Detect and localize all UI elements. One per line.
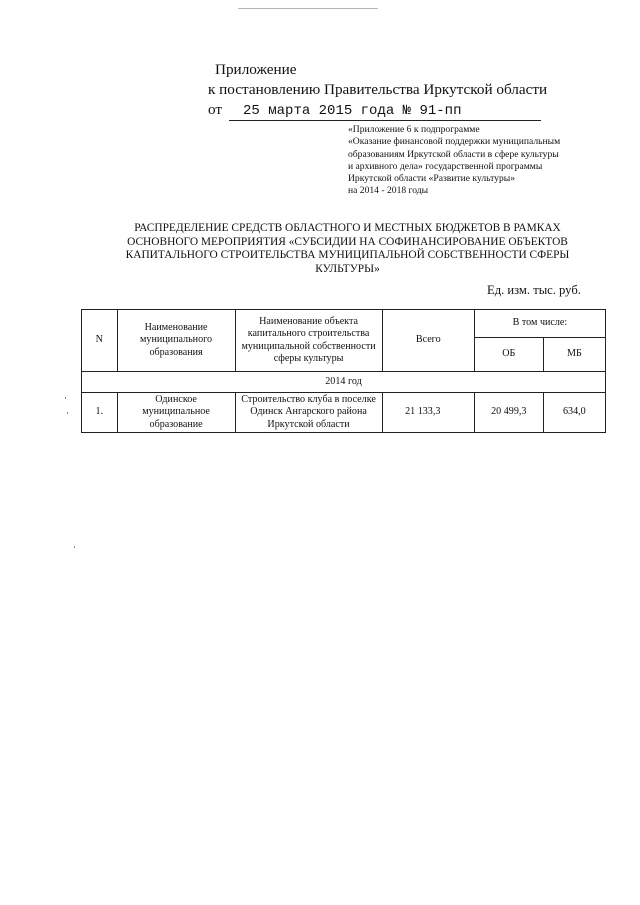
document-header bbox=[208, 60, 547, 121]
scan-speck bbox=[65, 397, 66, 399]
header-object-line: сферы культуры bbox=[273, 352, 344, 364]
year-cell: 2014 год bbox=[82, 372, 606, 393]
header-object-line: капитального строительства bbox=[247, 328, 370, 340]
cell-n: 1. bbox=[82, 393, 118, 433]
header-municipality-line: муниципального bbox=[140, 334, 213, 346]
note-line: «Оказание финансовой поддержки муниципальным bbox=[348, 136, 561, 148]
cell-mb: 634,0 bbox=[543, 393, 605, 433]
note-line: «Приложение 6 к подпрограмме bbox=[348, 124, 480, 135]
table-year-row bbox=[82, 372, 606, 393]
table-row bbox=[82, 393, 606, 433]
header-date-prefix: от bbox=[208, 101, 223, 118]
header-object-line: муниципальной собственности bbox=[241, 340, 376, 352]
header-municipality bbox=[117, 310, 235, 372]
header-date-field bbox=[229, 103, 541, 121]
header-ob: ОБ bbox=[474, 338, 543, 372]
header-mb: МБ bbox=[543, 338, 605, 372]
header-municipality-line: Наименование bbox=[144, 321, 208, 333]
cell-object-line: Одинск Ангарского района bbox=[250, 406, 367, 418]
cell-total: 21 133,3 bbox=[382, 393, 474, 433]
appendix-note bbox=[348, 124, 560, 198]
header-date-row bbox=[208, 100, 547, 121]
header-resolution-line: к постановлению Правительства Иркутской области bbox=[208, 81, 548, 98]
note-line: образованиям Иркутской области в сфере культуры bbox=[348, 148, 559, 160]
cell-municipality-line: муниципальное bbox=[142, 406, 210, 418]
note-line: на 2014 - 2018 годы bbox=[348, 185, 429, 197]
header-object bbox=[235, 310, 382, 372]
budget-table bbox=[81, 309, 606, 433]
units-label: Ед. изм. тыс. руб. bbox=[487, 283, 581, 297]
cell-object-line: Строительство клуба в поселке bbox=[241, 393, 376, 405]
header-object-line: Наименование объекта bbox=[259, 315, 358, 327]
header-appendix-label: Приложение bbox=[215, 61, 297, 78]
table-header-row bbox=[82, 310, 606, 338]
header-total: Всего bbox=[382, 310, 474, 372]
note-line: и архивного дела» государственной программы bbox=[348, 160, 543, 172]
title-line: ОСНОВНОГО МЕРОПРИЯТИЯ «СУБСИДИИ НА СОФИНАНСИРОВАНИЕ ОБЪЕКТОВ bbox=[127, 235, 568, 248]
document-title bbox=[110, 222, 585, 276]
header-date-value: 25 марта 2015 года № 91-пп bbox=[243, 103, 462, 119]
header-including: В том числе: bbox=[474, 310, 605, 338]
cell-municipality-line: образование bbox=[149, 418, 203, 430]
cell-ob: 20 499,3 bbox=[474, 393, 543, 433]
title-line: РАСПРЕДЕЛЕНИЕ СРЕДСТВ ОБЛАСТНОГО И МЕСТНЫХ БЮДЖЕТОВ В РАМКАХ bbox=[134, 222, 561, 234]
cell-object bbox=[235, 393, 382, 433]
cell-municipality bbox=[117, 393, 235, 433]
scan-top-edge-line bbox=[238, 8, 378, 9]
title-line: КАПИТАЛЬНОГО СТРОИТЕЛЬСТВА МУНИЦИПАЛЬНОЙ СОБСТВЕННОСТИ СФЕРЫ bbox=[125, 249, 570, 262]
header-municipality-line: образования bbox=[149, 346, 203, 358]
scan-speck bbox=[74, 546, 75, 548]
title-line: КУЛЬТУРЫ» bbox=[315, 262, 380, 275]
note-line: Иркутской области «Развитие культуры» bbox=[348, 173, 516, 185]
cell-object-line: Иркутской области bbox=[267, 418, 350, 430]
scan-speck bbox=[67, 412, 68, 414]
cell-municipality-line: Одинское bbox=[155, 393, 197, 405]
header-n: N bbox=[82, 310, 118, 372]
